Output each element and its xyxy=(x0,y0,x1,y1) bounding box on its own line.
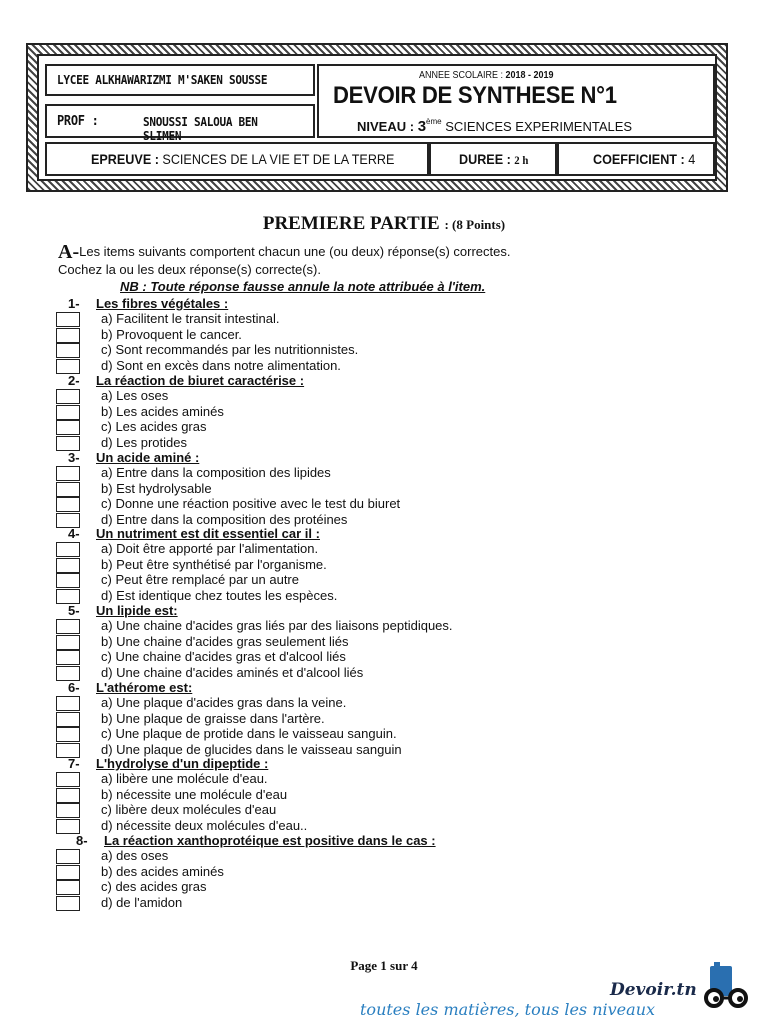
site-logo-text: Devoir.tn xyxy=(610,980,697,1000)
answer-option: d) Est identique chez toutes les espèces. xyxy=(101,587,338,603)
question-title xyxy=(68,680,192,695)
instructions-line-1: Les items suivants comportent chacun une (ou deux) réponse(s) correctes. xyxy=(79,244,511,259)
answer-option: a) Une plaque d'acides gras dans la veine. xyxy=(101,695,347,711)
level-superscript: ème xyxy=(426,117,442,126)
answer-checkbox[interactable] xyxy=(56,328,80,343)
school-year-value: 2018 - 2019 xyxy=(505,70,554,81)
question-number: 4- xyxy=(68,526,80,541)
answer-checkbox[interactable] xyxy=(56,880,80,895)
exam-title: DEVOIR DE SYNTHESE N°1 xyxy=(333,82,617,109)
title-cell xyxy=(317,64,715,138)
coefficient-value: 4 xyxy=(688,151,696,167)
school-year xyxy=(419,70,554,81)
question-number: 5- xyxy=(68,603,80,618)
answer-checkbox[interactable] xyxy=(56,482,80,497)
subject-value: SCIENCES DE LA VIE ET DE LA TERRE xyxy=(162,151,395,167)
answer-checkbox[interactable] xyxy=(56,727,80,742)
answer-option: b) des acides aminés xyxy=(101,863,224,879)
answer-option: c) Une chaine d'acides gras et d'alcool liés xyxy=(101,649,346,665)
school-name: LYCEE ALKHAWARIZMI M'SAKEN SOUSSE xyxy=(57,73,268,87)
question-number: 2- xyxy=(68,373,80,388)
duration-line xyxy=(459,151,528,168)
question-title xyxy=(68,603,178,618)
answer-option: c) Une plaque de protide dans le vaisseau sanguin. xyxy=(101,726,397,742)
question-text: L'hydrolyse d'un dipeptide : xyxy=(96,756,269,771)
answer-checkbox[interactable] xyxy=(56,788,80,803)
answer-checkbox[interactable] xyxy=(56,312,80,327)
answer-checkbox[interactable] xyxy=(56,696,80,711)
answer-option: b) Provoquent le cancer. xyxy=(101,326,242,342)
question-title xyxy=(68,373,304,388)
question-number: 6- xyxy=(68,680,80,695)
answer-option: a) libère une molécule d'eau. xyxy=(101,771,268,787)
answer-checkbox[interactable] xyxy=(56,542,80,557)
answer-checkbox[interactable] xyxy=(56,573,80,588)
answer-option: d) Les protides xyxy=(101,434,187,450)
coefficient-label: COEFFICIENT : xyxy=(593,151,685,167)
site-tagline: toutes les matières, tous les niveaux xyxy=(360,1000,656,1019)
answer-option: c) Peut être remplacé par un autre xyxy=(101,572,299,588)
answer-option: d) Sont en excès dans notre alimentation. xyxy=(101,357,341,373)
answer-option: c) des acides gras xyxy=(101,879,207,895)
answer-checkbox[interactable] xyxy=(56,849,80,864)
answer-checkbox[interactable] xyxy=(56,650,80,665)
answer-option: c) libère deux molécules d'eau xyxy=(101,802,277,818)
question-text: Un nutriment est dit essentiel car il : xyxy=(96,526,320,541)
answer-checkbox[interactable] xyxy=(56,466,80,481)
answer-checkbox[interactable] xyxy=(56,666,80,681)
answer-checkbox[interactable] xyxy=(56,819,80,834)
instructions xyxy=(58,243,510,278)
glasses-logo-icon xyxy=(700,960,760,1016)
question-text: Un acide aminé : xyxy=(96,450,200,465)
answer-checkbox[interactable] xyxy=(56,420,80,435)
answer-option: d) Entre dans la composition des protéines xyxy=(101,511,348,527)
answer-checkbox[interactable] xyxy=(56,803,80,818)
header-inner xyxy=(37,54,717,181)
question-title xyxy=(76,833,436,848)
answer-option: a) Une chaine d'acides gras liés par des liaisons peptidiques. xyxy=(101,618,453,634)
instructions-line-2: Cochez la ou les deux réponse(s) correcte(s). xyxy=(58,262,322,277)
question-text: Un lipide est: xyxy=(96,603,178,618)
question-title xyxy=(68,296,228,311)
school-cell xyxy=(45,64,315,96)
part-title-text: PREMIERE PARTIE xyxy=(262,213,440,234)
answer-checkbox[interactable] xyxy=(56,405,80,420)
answer-checkbox[interactable] xyxy=(56,389,80,404)
level-line xyxy=(357,117,632,135)
question-text: Les fibres végétales : xyxy=(96,296,229,311)
section-letter: A- xyxy=(58,241,80,263)
answer-checkbox[interactable] xyxy=(56,497,80,512)
answer-option: b) Est hydrolysable xyxy=(101,480,212,496)
question-title xyxy=(68,756,268,771)
answer-option: b) Les acides aminés xyxy=(101,403,224,419)
question-number: 8- xyxy=(76,833,88,848)
nb-note: NB : Toute réponse fausse annule la note attribuée à l'item. xyxy=(120,279,486,294)
answer-checkbox[interactable] xyxy=(56,558,80,573)
answer-checkbox[interactable] xyxy=(56,635,80,650)
part-title xyxy=(0,213,768,235)
answer-option: a) Facilitent le transit intestinal. xyxy=(101,311,280,327)
question-title xyxy=(68,450,199,465)
page-number: Page 1 sur 4 xyxy=(350,958,418,973)
answer-option: c) Les acides gras xyxy=(101,419,207,435)
answer-checkbox[interactable] xyxy=(56,619,80,634)
question-number: 1- xyxy=(68,296,80,311)
header-frame xyxy=(26,43,728,192)
answer-option: b) Une chaine d'acides gras seulement liés xyxy=(101,633,349,649)
question-text: La réaction de biuret caractérise : xyxy=(96,373,305,388)
answer-option: a) Doit être apporté par l'alimentation. xyxy=(101,541,319,557)
prof-name: SNOUSSI SALOUA BEN SLIMEN xyxy=(143,115,258,143)
duration-label: DUREE : xyxy=(459,151,511,167)
answer-option: a) Entre dans la composition des lipides xyxy=(101,465,331,481)
answer-option: a) des oses xyxy=(101,848,169,864)
duration-cell xyxy=(429,142,557,176)
answer-option: b) Peut être synthétisé par l'organisme. xyxy=(101,556,327,572)
part-points: : (8 Points) xyxy=(444,217,506,232)
prof-label: PROF : xyxy=(57,114,99,129)
question-text: L'athérome est: xyxy=(96,680,193,695)
prof-cell xyxy=(45,104,315,143)
answer-option: c) Sont recommandés par les nutritionnistes. xyxy=(101,342,359,358)
level-label: NIVEAU : xyxy=(357,119,415,134)
answer-checkbox[interactable] xyxy=(56,896,80,911)
question-title xyxy=(68,526,320,541)
answer-checkbox[interactable] xyxy=(56,865,80,880)
subject-cell xyxy=(45,142,429,176)
answer-option: d) de l'amidon xyxy=(101,894,183,910)
answer-checkbox[interactable] xyxy=(56,772,80,787)
question-text: La réaction xanthoprotéique est positive dans le cas : xyxy=(104,833,436,848)
answer-option: d) Une chaine d'acides aminés et d'alcool liés xyxy=(101,664,364,680)
duration-value: 2 h xyxy=(514,153,529,167)
answer-option: b) nécessite une molécule d'eau xyxy=(101,786,288,802)
answer-checkbox[interactable] xyxy=(56,589,80,604)
coefficient-cell xyxy=(557,142,715,176)
answer-option: b) Une plaque de graisse dans l'artère. xyxy=(101,710,325,726)
coefficient-line xyxy=(593,151,695,167)
answer-checkbox[interactable] xyxy=(56,436,80,451)
answer-option: d) nécessite deux molécules d'eau.. xyxy=(101,817,308,833)
answer-option: c) Donne une réaction positive avec le test du biuret xyxy=(101,496,401,512)
answer-checkbox[interactable] xyxy=(56,359,80,374)
answer-option: d) Une plaque de glucides dans le vaisseau sanguin xyxy=(101,741,402,757)
subject-label: EPREUVE : xyxy=(91,151,159,167)
answer-checkbox[interactable] xyxy=(56,343,80,358)
answer-option: a) Les oses xyxy=(101,388,169,404)
question-number: 7- xyxy=(68,756,80,771)
level-value: SCIENCES EXPERIMENTALES xyxy=(445,119,633,134)
level-number: 3 xyxy=(417,118,427,135)
subject-line xyxy=(91,151,394,167)
question-number: 3- xyxy=(68,450,80,465)
answer-checkbox[interactable] xyxy=(56,712,80,727)
school-year-label: ANNEE SCOLAIRE : xyxy=(419,70,504,81)
